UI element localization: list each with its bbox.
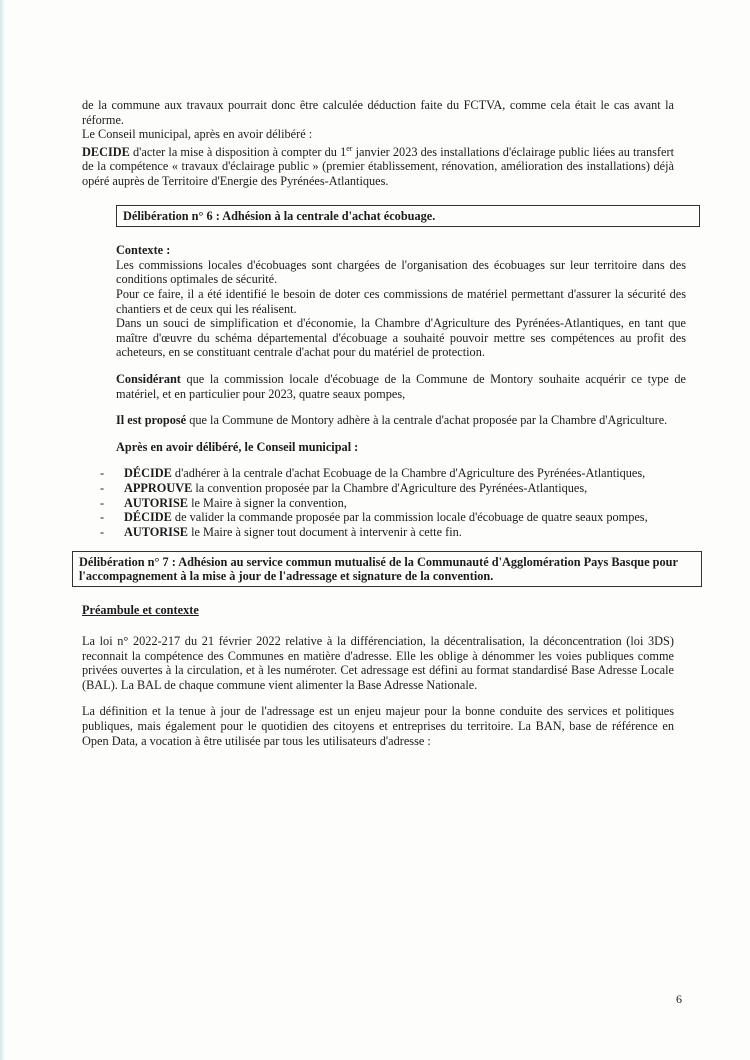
document-body bbox=[79, 98, 686, 748]
intro-decision bbox=[82, 142, 674, 189]
list-item: - AUTORISE le Maire à signer tout document à intervenir à cette fin. bbox=[100, 524, 462, 539]
deliberation-6-title-box bbox=[116, 205, 700, 228]
deliberation-6-context bbox=[116, 243, 686, 454]
considerant-paragraph bbox=[116, 372, 686, 401]
deliberation-7-title: Délibération n° 7 : Adhésion au service commun mutualisé de la Communauté d'Agglomération Pays Basque pour l'accompagnement à la mise à jour de l'adressage et signature de la convention. bbox=[79, 555, 678, 584]
list-item: - DÉCIDE d'adhérer à la centrale d'achat Ecobuage de la Chambre d'Agriculture des Pyrénées-Atlantiques, bbox=[100, 466, 646, 481]
context-paragraph-3: Dans un souci de simplification et d'économie, la Chambre d'Agriculture des Pyrénées-Atlantiques, en tant que maître d'œuvre du schéma départemental d'écobuage a souhaité pouvoir mettre ses compétences au profit des acheteurs, en se constituant centrale d'achat pour du matériel de protection. bbox=[116, 316, 686, 360]
preambule-paragraph-2: La définition et la tenue à jour de l'adressage est un enjeu majeur pour la bonne conduite des services et politiques publiques, mais également pour le quotidien des citoyens et entreprises du territoire. La BAN, base de référence en Open Data, a vocation à être utilisée par tous les utilisateurs d'adresse : bbox=[82, 704, 674, 748]
context-paragraph-2: Pour ce faire, il a été identifié le besoin de doter ces commissions de matériel permettant d'assurer la sécurité des chantiers et de ceux qui les réalisent. bbox=[116, 287, 686, 316]
propose-text: que la Commune de Montory adhère à la centrale d'achat proposée par la Chambre d'Agriculture. bbox=[186, 413, 668, 428]
page-number: 6 bbox=[676, 992, 682, 1006]
preambule-heading: Préambule et contexte bbox=[82, 603, 199, 618]
considerant-text: que la commission locale d'écobuage de la Commune de Montory souhaite acquérir ce type de matériel, et en particulier pour 2023, quatre seaux pompes, bbox=[116, 372, 686, 401]
decide-superscript: er bbox=[346, 143, 353, 153]
intro-paragraph-1: de la commune aux travaux pourrait donc être calculée déduction faite du FCTVA, comme cela était le cas avant la réforme. bbox=[82, 98, 674, 127]
list-item: - AUTORISE le Maire à signer la convention, bbox=[100, 495, 347, 510]
list-item: - APPROUVE la convention proposée par la Chambre d'Agriculture des Pyrénées-Atlantiques, bbox=[100, 480, 588, 495]
list-item: - DÉCIDE de valider la commande proposée par la commission locale d'écobuage de quatre seaux pompes, bbox=[100, 510, 648, 525]
context-paragraph-1: Les commissions locales d'écobuages sont chargées de l'organisation des écobuages sur leur territoire dans des conditions optimales de sécurité. bbox=[116, 257, 686, 287]
preambule-paragraph-1: La loi n° 2022-217 du 21 février 2022 relative à la différenciation, la décentralisation, la déconcentration (loi 3DS) reconnait la compétence des Communes en matière d'adresse. Elle les oblige à dénommer les voies publiques comme privées ouvertes à la circulation, et à les numéroter. Cet adressage est défini au format standardisé Base Adresse Locale (BAL). La BAL de chaque commune vient alimenter la Base Adresse Nationale. bbox=[82, 633, 674, 692]
context-heading: Contexte : bbox=[116, 243, 171, 258]
deliberation-7-title-box bbox=[72, 551, 702, 587]
scan-edge bbox=[0, 0, 5, 1060]
decide-text-b: janvier 2023 des installations d'éclairage public liées au transfert de la compétence « travaux d'éclairage public » (premier établissement, rénovation, amélioration des installations) déjà opéré auprès de Territoire d'Energie des Pyrénées-Atlantiques. bbox=[82, 144, 674, 189]
propose-paragraph bbox=[116, 413, 686, 428]
decisions-list bbox=[100, 466, 708, 539]
decide-text-a: d'acter la mise à disposition à compter du 1 bbox=[129, 144, 347, 159]
decide-keyword: DECIDE bbox=[82, 144, 130, 159]
intro-paragraph-2: Le Conseil municipal, après en avoir délibéré : bbox=[82, 127, 313, 142]
propose-keyword: Il est proposé bbox=[116, 413, 187, 428]
apres-deliberation: Après en avoir délibéré, le Conseil municipal : bbox=[116, 439, 359, 454]
deliberation-6-title: Délibération n° 6 : Adhésion à la centrale d'achat écobuage. bbox=[123, 208, 436, 223]
considerant-keyword: Considérant bbox=[116, 372, 181, 386]
